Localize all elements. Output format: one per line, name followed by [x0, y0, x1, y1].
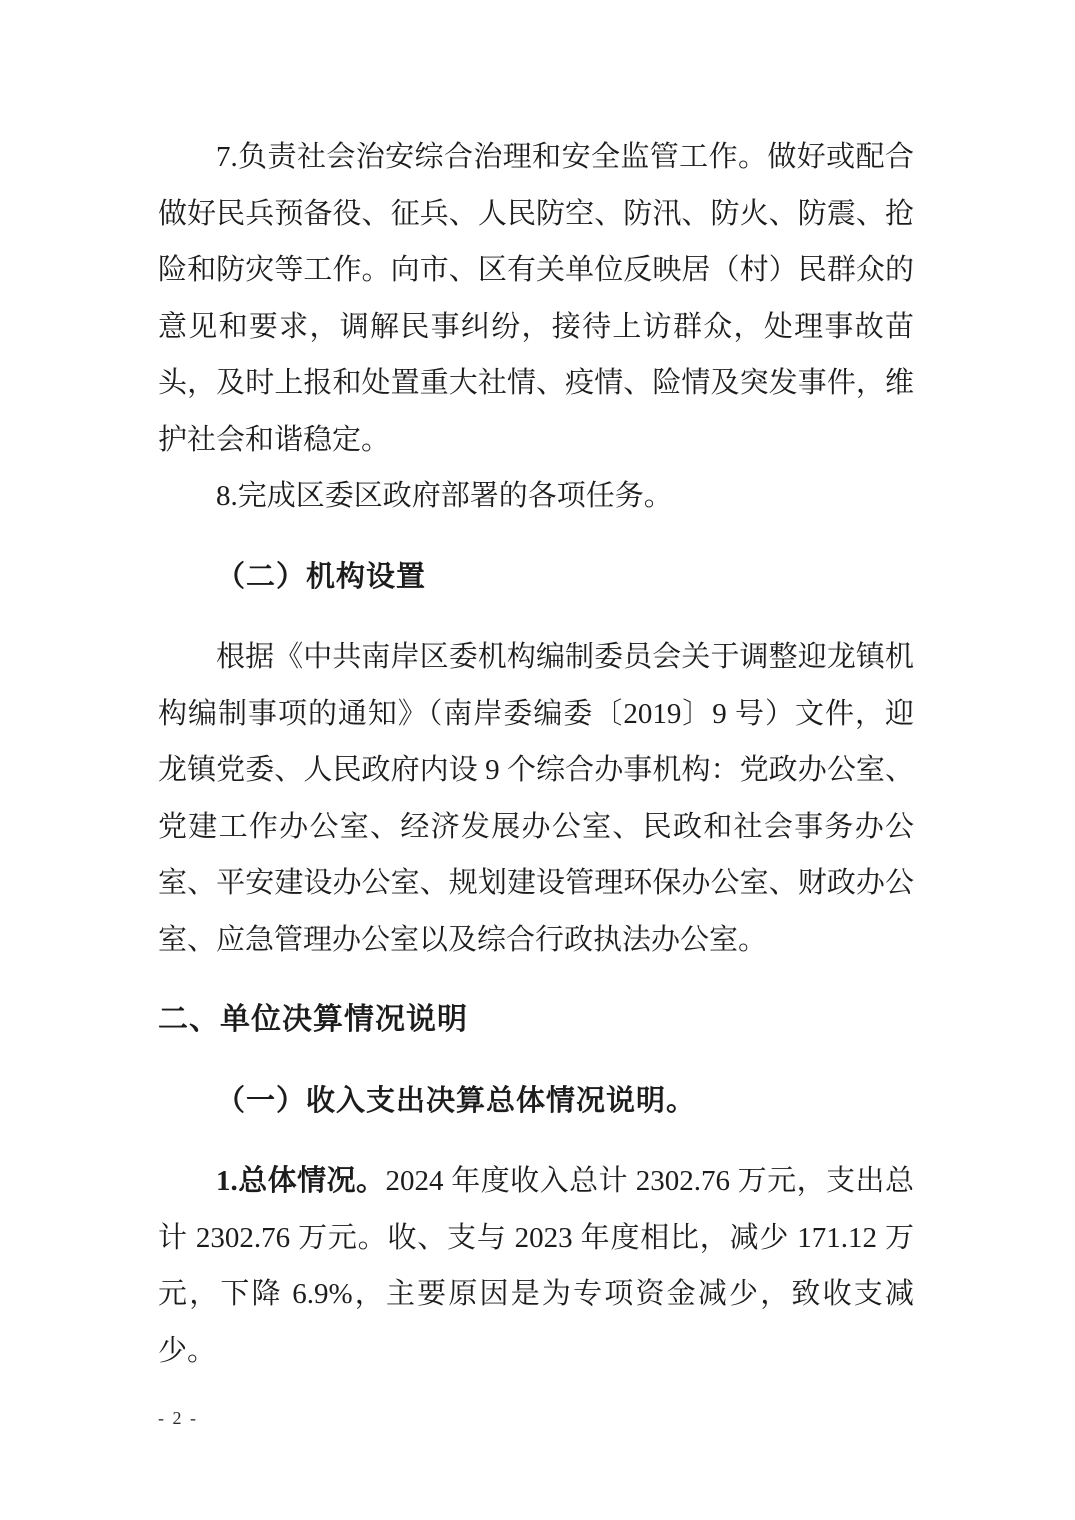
sub-heading-organization-setup: （二）机构设置: [216, 560, 427, 593]
paragraph-lead-overall: 1.总体情况。: [216, 1165, 386, 1197]
body-paragraph-organization-detail: 根据《中共南岸区委机构编制委员会关于调整迎龙镇机构编制事项的通知》（南岸委编委〔2019〕9 号）文件，迎龙镇党委、人民政府内设 9 个综合办事机构：党政办公室、党建工作办公室、经济发展办公室、民政和社会事务办公室、平安建设办公室、规划建设管理环保办公室、财政办公室、应急管理办公室以及综合行政执法办公室。: [158, 641, 914, 956]
document-content: [158, 129, 914, 1379]
body-paragraph-duty-7: 7.负责社会治安综合治理和安全监管工作。做好或配合做好民兵预备役、征兵、人民防空、防汛、防火、防震、抢险和防灾等工作。向市、区有关单位反映居（村）民群众的意见和要求，调解民事纠纷，接待上访群众，处理事故苗头，及时上报和处置重大社情、疫情、险情及突发事件，维护社会和谐稳定。: [158, 141, 914, 456]
body-paragraph-overall-situation: [158, 1153, 914, 1379]
sub-heading-revenue-expenditure-overview: （一）收入支出决算总体情况说明。: [216, 1084, 697, 1117]
page-number: - 2 -: [158, 1408, 198, 1428]
paragraph-text-overall: 2024 年度收入总计 2302.76 万元，支出总计 2302.76 万元。收、支与 2023 年度相比，减少 171.12 万元，下降 6.9%，主要原因是为专项资金减少，致收支减少。: [158, 1165, 914, 1367]
body-paragraph-duty-8: 8.完成区委区政府部署的各项任务。: [216, 480, 673, 512]
section-heading-final-accounts: 二、单位决算情况说明: [158, 1003, 468, 1036]
